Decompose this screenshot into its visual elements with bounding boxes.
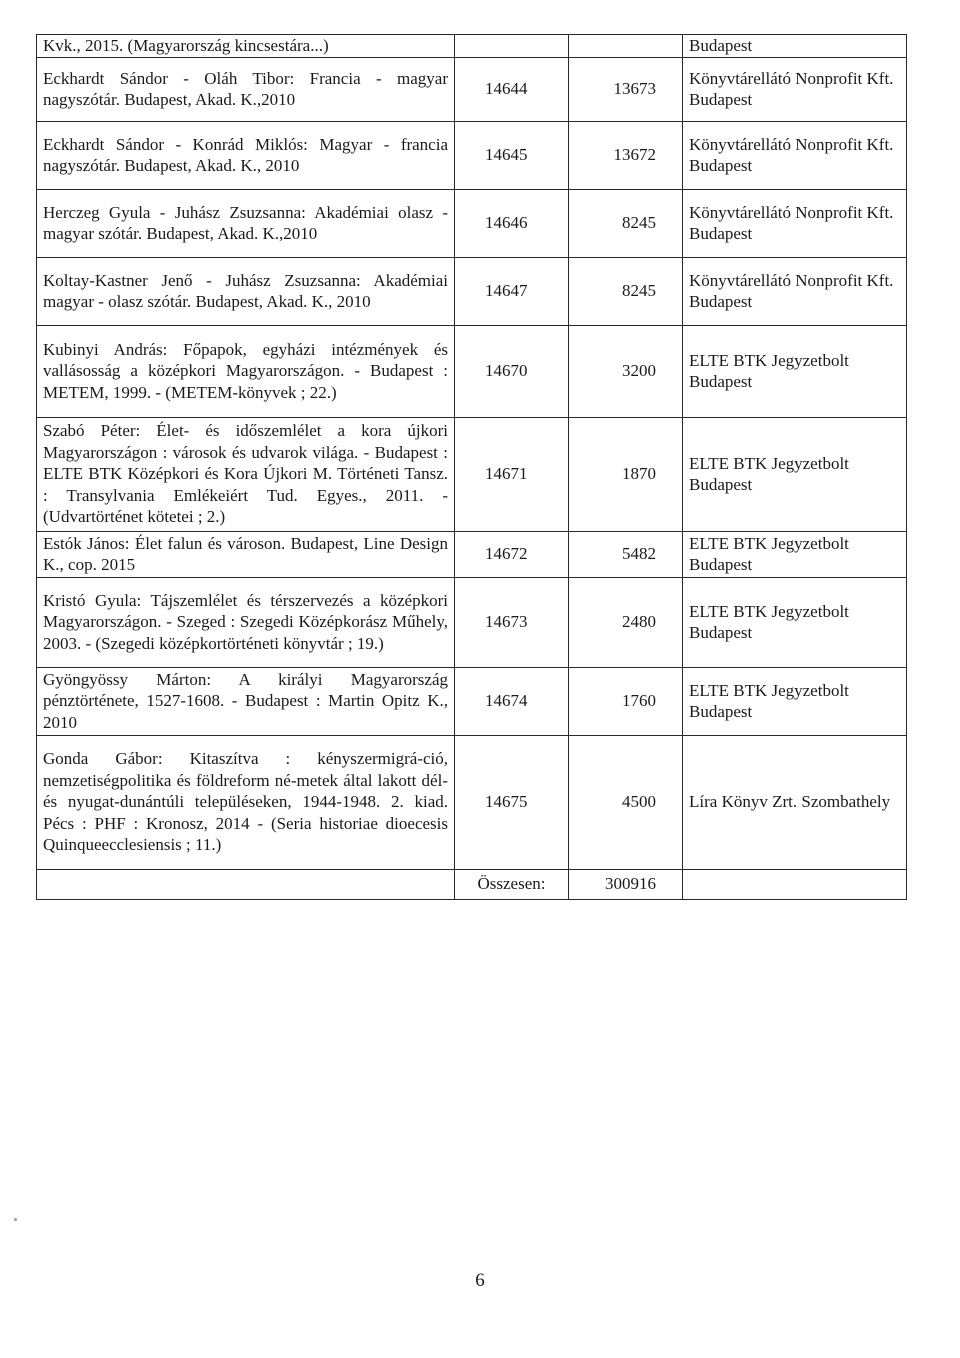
vendor-cell: Könyvtárellátó Nonprofit Kft. Budapest [683,121,907,189]
price-cell: 3200 [569,325,683,417]
vendor-cell: Könyvtárellátó Nonprofit Kft. Budapest [683,189,907,257]
total-value: 300916 [569,869,683,899]
total-label: Összesen: [455,869,569,899]
price-cell [569,35,683,58]
table-row [37,577,907,667]
vendor-cell: ELTE BTK Jegyzetbolt Budapest [683,417,907,531]
inventory-number-cell: 14674 [455,667,569,735]
vendor-cell: ELTE BTK Jegyzetbolt Budapest [683,325,907,417]
vendor-cell: ELTE BTK Jegyzetbolt Budapest [683,667,907,735]
vendor-cell: Budapest [683,35,907,58]
table-row [37,257,907,325]
inventory-number-cell: 14645 [455,121,569,189]
inventory-number-cell: 14672 [455,531,569,577]
table-row [37,531,907,577]
table-row [37,735,907,869]
book-title-cell: Szabó Péter: Élet- és időszemlélet a kora újkori Magyarországon : városok és udvarok világa. - Budapest : ELTE BTK Középkori és Kora Újkori M. Történeti Tansz. : Transylvania Emlékeiért Tud. Egyes., 2011. - (Udvartörténet kötetei ; 2.) [37,417,455,531]
price-cell: 1760 [569,667,683,735]
scan-speck [14,1218,17,1221]
inventory-number-cell: 14644 [455,57,569,121]
inventory-number-cell [455,35,569,58]
book-title-cell: Estók János: Élet falun és városon. Budapest, Line Design K., cop. 2015 [37,531,455,577]
price-cell: 13673 [569,57,683,121]
book-title-cell: Eckhardt Sándor - Oláh Tibor: Francia - magyar nagyszótár. Budapest, Akad. K.,2010 [37,57,455,121]
price-cell: 8245 [569,257,683,325]
book-purchase-table [36,34,907,900]
price-cell: 13672 [569,121,683,189]
vendor-cell: Könyvtárellátó Nonprofit Kft. Budapest [683,57,907,121]
vendor-cell: Líra Könyv Zrt. Szombathely [683,735,907,869]
inventory-number-cell: 14647 [455,257,569,325]
vendor-cell: ELTE BTK Jegyzetbolt Budapest [683,531,907,577]
page-number: 6 [475,1270,485,1291]
table-row [37,325,907,417]
book-title-cell: Kvk., 2015. (Magyarország kincsestára...) [37,35,455,58]
table-row [37,57,907,121]
price-cell: 1870 [569,417,683,531]
book-title-cell: Kubinyi András: Főpapok, egyházi intézmények és vallásosság a középkori Magyarországon. - Budapest : METEM, 1999. - (METEM-könyvek ; 22.) [37,325,455,417]
table-row [37,189,907,257]
price-cell: 4500 [569,735,683,869]
book-title-cell: Kristó Gyula: Tájszemlélet és térszervezés a középkori Magyarországon. - Szeged : Szegedi Középkorász Műhely, 2003. - (Szegedi középkortörténeti könyvtár ; 19.) [37,577,455,667]
total-row [37,869,907,899]
inventory-number-cell: 14670 [455,325,569,417]
vendor-cell: Könyvtárellátó Nonprofit Kft. Budapest [683,257,907,325]
table-row [37,417,907,531]
book-title-cell: Herczeg Gyula - Juhász Zsuzsanna: Akadémiai olasz - magyar szótár. Budapest, Akad. K.,2010 [37,189,455,257]
price-cell: 8245 [569,189,683,257]
book-title-cell: Gyöngyössy Márton: A királyi Magyarország pénztörténete, 1527-1608. - Budapest : Martin Opitz K., 2010 [37,667,455,735]
inventory-number-cell: 14671 [455,417,569,531]
table-row [37,667,907,735]
book-title-cell: Koltay-Kastner Jenő - Juhász Zsuzsanna: Akadémiai magyar - olasz szótár. Budapest, Akad. K., 2010 [37,257,455,325]
inventory-number-cell: 14646 [455,189,569,257]
inventory-number-cell: 14675 [455,735,569,869]
table-row [37,35,907,58]
vendor-cell: ELTE BTK Jegyzetbolt Budapest [683,577,907,667]
table-row [37,121,907,189]
book-title-cell: Eckhardt Sándor - Konrád Miklós: Magyar - francia nagyszótár. Budapest, Akad. K., 2010 [37,121,455,189]
empty-cell [683,869,907,899]
price-cell: 5482 [569,531,683,577]
price-cell: 2480 [569,577,683,667]
empty-cell [37,869,455,899]
book-title-cell: Gonda Gábor: Kitaszítva : kényszermigrá-ció, nemzetiségpolitika és földreform né-metek által lakott dél- és nyugat-dunántúli településeken, 1944-1948. 2. kiad. Pécs : PHF : Kronosz, 2014 - (Seria historiae dioecesis Quinqueecclesiensis ; 11.) [37,735,455,869]
inventory-number-cell: 14673 [455,577,569,667]
